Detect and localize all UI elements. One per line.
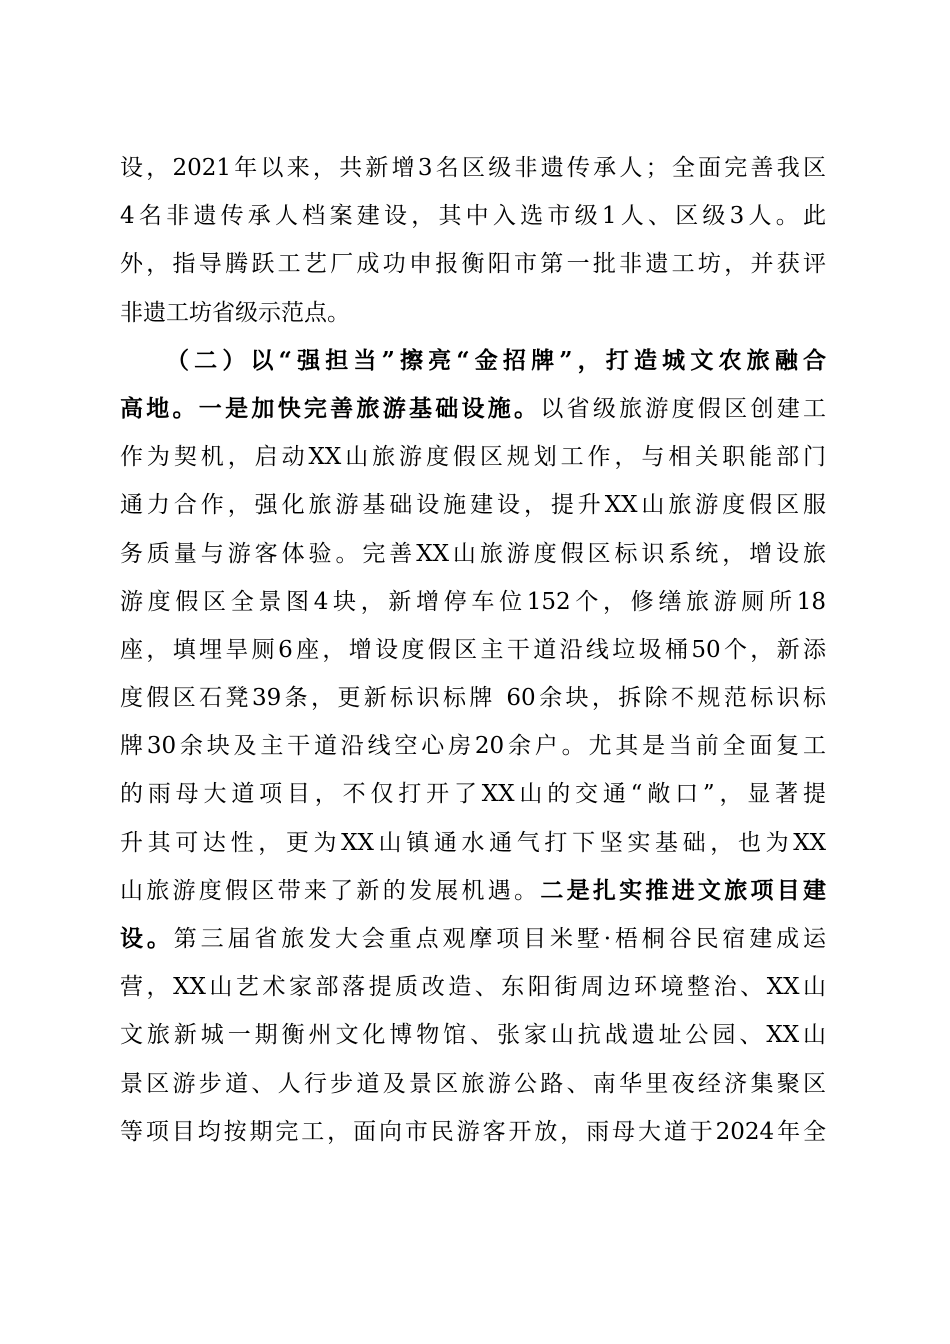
- text-segment: 山旅游度假区带来了新的发展机遇。: [120, 877, 541, 904]
- text-line: [120, 289, 826, 337]
- text-line: [120, 433, 826, 481]
- text-line: [120, 770, 826, 818]
- text-segment: 以省级旅游度假区创建工: [540, 395, 827, 422]
- text-line: [120, 1060, 826, 1108]
- text-segment: 营，XX山艺术家部落提质改造、东阳街周边环境整治、XX山: [120, 974, 826, 1001]
- text-line: [120, 385, 826, 433]
- document-body: [120, 144, 826, 1156]
- text-segment: 度假区石凳39条，更新标识标牌 60余块，拆除不规范标识标: [120, 685, 826, 712]
- text-segment: 务质量与游客体验。完善XX山旅游度假区标识系统，增设旅: [120, 540, 826, 567]
- section-heading: （二）以“强担当”擦亮“金招牌”，打造城文农旅融合: [166, 346, 826, 374]
- text-line: [120, 144, 826, 192]
- text-segment: 非遗工坊省级示范点。: [120, 299, 350, 326]
- text-line: [120, 819, 826, 867]
- text-line: [120, 240, 826, 288]
- bold-text-segment: 二是扎实推进文旅项目建: [540, 876, 827, 904]
- text-segment: 4名非遗传承人档案建设，其中入选市级1人、区级3人。此: [120, 203, 826, 230]
- text-segment: 作为契机，启动XX山旅游度假区规划工作，与相关职能部门: [120, 444, 826, 471]
- text-line: [120, 1011, 826, 1059]
- bold-text-segment: 设。: [120, 925, 174, 952]
- text-line: [120, 192, 826, 240]
- text-line: [120, 674, 826, 722]
- text-segment: 座，填埋旱厕6座，增设度假区主干道沿线垃圾桶50个，新添: [120, 636, 826, 663]
- text-segment: 牌30余块及主干道沿线空心房20余户。尤其是当前全面复工: [120, 733, 826, 760]
- text-segment: 第三届省旅发大会重点观摩项目米墅·梧桐谷民宿建成运: [173, 926, 827, 952]
- text-segment: 游度假区全景图4块，新增停车位152个，修缮旅游厕所18: [120, 588, 826, 615]
- text-segment: 升其可达性，更为XX山镇通水通气打下坚实基础，也为XX: [120, 829, 826, 856]
- text-line: [120, 626, 826, 674]
- text-line: [120, 530, 826, 578]
- text-segment: 文旅新城一期衡州文化博物馆、张家山抗战遗址公园、XX山: [120, 1022, 826, 1049]
- text-line: [120, 481, 826, 529]
- text-line: [120, 963, 826, 1011]
- text-line: [120, 722, 826, 770]
- text-line: [120, 915, 826, 963]
- text-segment: 设，2021年以来，共新增3名区级非遗传承人；全面完善我区: [120, 155, 826, 181]
- bold-text-segment: 高地。一是加快完善旅游基础设施。: [120, 394, 541, 422]
- section-heading-line: [120, 337, 826, 385]
- text-segment: 外，指导腾跃工艺厂成功申报衡阳市第一批非遗工坊，并获评: [120, 251, 826, 278]
- text-segment: 景区游步道、人行步道及景区旅游公路、南华里夜经济集聚区: [120, 1070, 826, 1097]
- text-line: [120, 867, 826, 915]
- text-segment: 通力合作，强化旅游基础设施建设，提升XX山旅游度假区服: [120, 492, 826, 519]
- text-line: [120, 578, 826, 626]
- text-segment: 等项目均按期完工，面向市民游客开放，雨母大道于2024年全: [120, 1118, 826, 1145]
- text-segment: 的雨母大道项目，不仅打开了XX山的交通“敞口”，显著提: [120, 781, 826, 808]
- text-line: [120, 1108, 826, 1156]
